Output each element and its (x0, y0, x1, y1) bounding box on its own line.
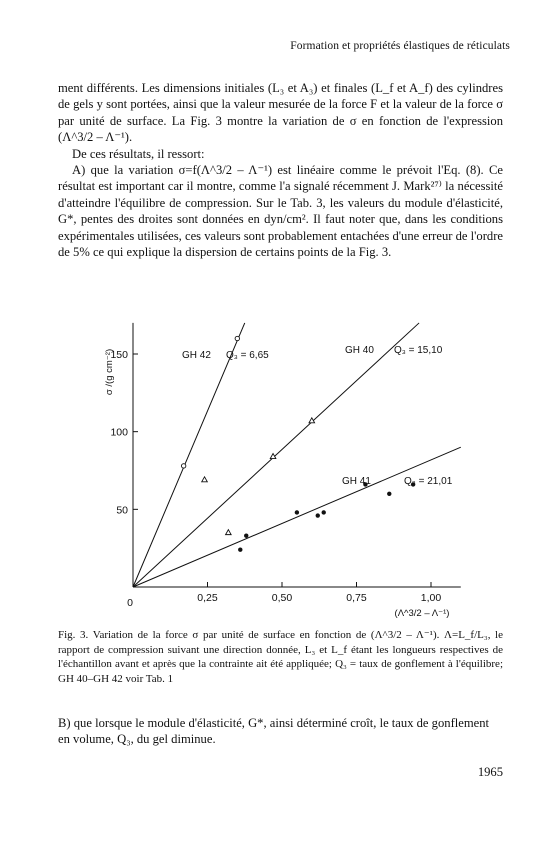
data-point (322, 510, 326, 514)
x-tick-label: 0,50 (271, 592, 293, 604)
body-text (58, 80, 503, 260)
y-tick-label: 100 (110, 426, 128, 439)
figure-3 (96, 316, 496, 628)
x-tick-label: 1,00 (420, 592, 442, 604)
series-annotation: Q₃ = 6,65 (226, 350, 269, 361)
series-label: GH 42 (182, 350, 211, 361)
page-number: 1965 (477, 765, 503, 779)
series-fit-line (133, 323, 419, 587)
data-point (295, 510, 299, 514)
data-point (238, 548, 242, 552)
series-label: GH 40 (345, 345, 374, 356)
running-head: Formation et propriétés élastiques de réticulats (290, 40, 510, 52)
data-point (316, 513, 320, 517)
x-tick-label: 0,75 (346, 592, 367, 604)
origin-label: 0 (127, 597, 133, 609)
paragraph-1: ment différents. Les dimensions initiales (L₃ et A₃) et finales (L_f et A_f) des cylindres de gels y sont portées, ainsi que la valeur mesurée de la force F et la valeur de la force σ par unité de surface. La Fig. 3 montre la variation de σ en fonction de l'expression (Λ^3/2 – Λ⁻¹). (58, 81, 503, 145)
paragraph-3: A) que la variation σ=f(Λ^3/2 – Λ⁻¹) est linéaire comme le prévoit l'Eq. (8). Ce résultat est important car il montre, comme l'a signalé récemment J. Mark²⁷⁾ la nécessité d'atteindre l'équilibre de compression. Sur le Tab. 3, les valeurs du module d'élasticité, G*, pentes des droites sont données en dyn/cm². Il faut noter que, dans les conditions expérimentales utilisées, ces valeurs sont probablement entachées d'une erreur de l'ordre de 5% ce qui explique la dispersion de certains points de la Fig. 3. (58, 163, 503, 260)
series-fit-line (133, 323, 245, 587)
data-point (244, 534, 248, 538)
series-label: GH 41 (342, 476, 371, 487)
series-annotation: Q₃ = 15,10 (394, 345, 443, 356)
x-tick-label: 0,25 (197, 592, 218, 604)
data-point (226, 530, 232, 535)
data-point (387, 492, 391, 496)
data-point (235, 336, 239, 340)
y-tick-label: 50 (116, 504, 128, 517)
data-point (202, 477, 208, 482)
paragraph-b: B) que lorsque le module d'élasticité, G*, ainsi déterminé croît, le taux de gonflement en volume, Q₃, du gel diminue. (58, 716, 490, 747)
series-fit-line (133, 447, 461, 587)
y-tick-label: 150 (110, 349, 128, 361)
y-axis-label: σ /(g cm⁻²) (104, 348, 115, 396)
x-axis-label: (Λ^3/2 – Λ⁻¹) (394, 608, 450, 619)
chart-svg (96, 316, 496, 628)
paragraph-2: De ces résultats, il ressort: (72, 146, 205, 161)
figure-caption: Fig. 3. Variation de la force σ par unité de surface en fonction de (Λ^3/2 – Λ⁻¹). Λ=L_f/L₃, le rapport de compression suivant une direction donnée, L₃ et L_f étant les longueurs respectives de l'échantillon avant et après que la contrainte ait été appliquée; Q₃ = taux de gonflement à l'équilibre; GH 40–GH 42 voir Tab. 1 (58, 629, 503, 685)
data-point (181, 464, 185, 468)
series-annotation: Q₃ = 21,01 (404, 476, 453, 487)
